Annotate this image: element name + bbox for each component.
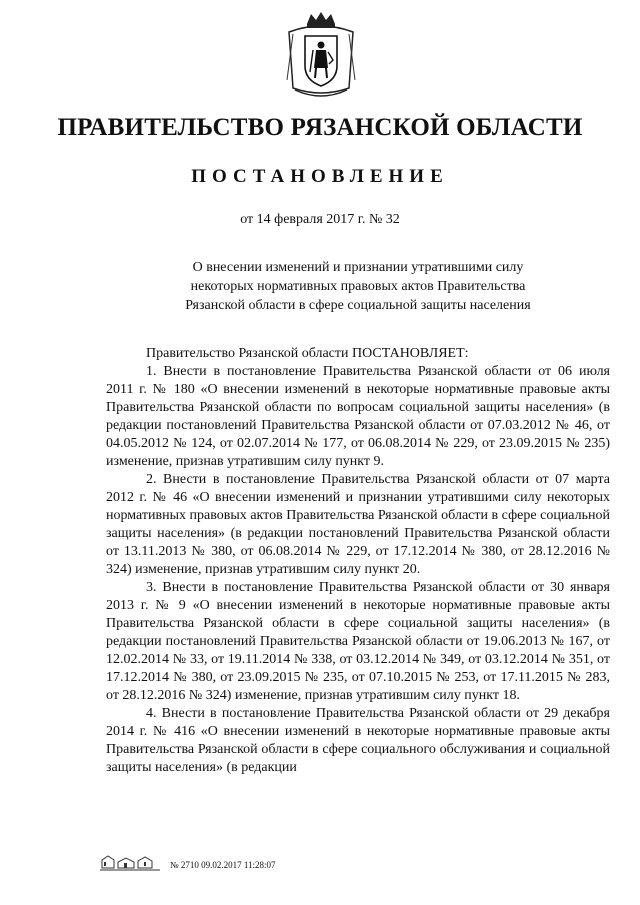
body-paragraph-1: 1. Внести в постановление Правительства Рязанской области от 06 июля 2011 г. № 180 «О внесении изменений в некоторые нормативные правовые акты Правительства Рязанской области по вопросам социальной защиты населения» (в редакции постановлений Правительства Рязанской области от 07.03.2012 № 46, от 04.05.2012 № 124, от 02.07.2014 № 177, от 06.08.2014 № 229, от 23.09.2015 № 235) изменение, признав утратившим силу пункт 9. [106, 364, 610, 469]
registration-number: № 2710 09.02.2017 11:28:07 [170, 860, 276, 870]
document-registry-logo-icon [98, 852, 162, 872]
ryazan-coat-of-arms-icon [283, 10, 359, 102]
subject-line: Рязанской области в сфере социальной защиты населения [185, 298, 531, 313]
subject-line: некоторых нормативных правовых актов Правительства [190, 279, 526, 294]
document-type: ПОСТАНОВЛЕНИЕ [191, 166, 449, 187]
document-date-number: от 14 февраля 2017 г. № 32 [240, 212, 400, 227]
document-subject [160, 258, 556, 315]
registration-footer [98, 850, 276, 872]
subject-line: О внесении изменений и признании утратившими силу [192, 260, 524, 275]
government-title: ПРАВИТЕЛЬСТВО РЯЗАНСКОЙ ОБЛАСТИ [57, 114, 583, 141]
body-paragraph-4: 4. Внести в постановление Правительства Рязанской области от 29 декабря 2014 г. № 416 «О внесении изменений в некоторые нормативные правовые акты Правительства Рязанской области в сфере социального обслуживания и социальной защиты населения» (в редакции [106, 706, 610, 775]
body-paragraph-3: 3. Внести в постановление Правительства Рязанской области от 30 января 2013 г. № 9 «О внесении изменений в некоторые нормативные правовые акты Правительства Рязанской области в сфере социальной защиты населения» (в редакции постановлений Правительства Рязанской области от 19.06.2013 № 167, от 12.02.2014 № 33, от 19.11.2014 № 338, от 03.12.2014 № 349, от 03.12.2014 № 351, от 17.12.2014 № 380, от 23.09.2015 № 235, от 07.10.2015 № 253, от 17.11.2015 № 283, от 28.12.2016 № 324) изменение, признав утратившим силу пункт 18. [106, 580, 610, 703]
body-intro: Правительство Рязанской области ПОСТАНОВЛЯЕТ: [146, 346, 469, 361]
body-paragraph-2: 2. Внести в постановление Правительства Рязанской области от 07 марта 2012 г. № 46 «О внесении изменений и признании утратившими силу некоторых нормативных правовых актов Правительства Рязанской области в сфере социальной защиты населения» (в редакции постановлений Правительства Рязанской области от 13.11.2013 № 380, от 06.08.2014 № 229, от 17.12.2014 № 380, от 28.12.2016 № 324) изменение, признав утратившим силу пункт 20. [106, 472, 610, 577]
document-body [106, 345, 610, 777]
